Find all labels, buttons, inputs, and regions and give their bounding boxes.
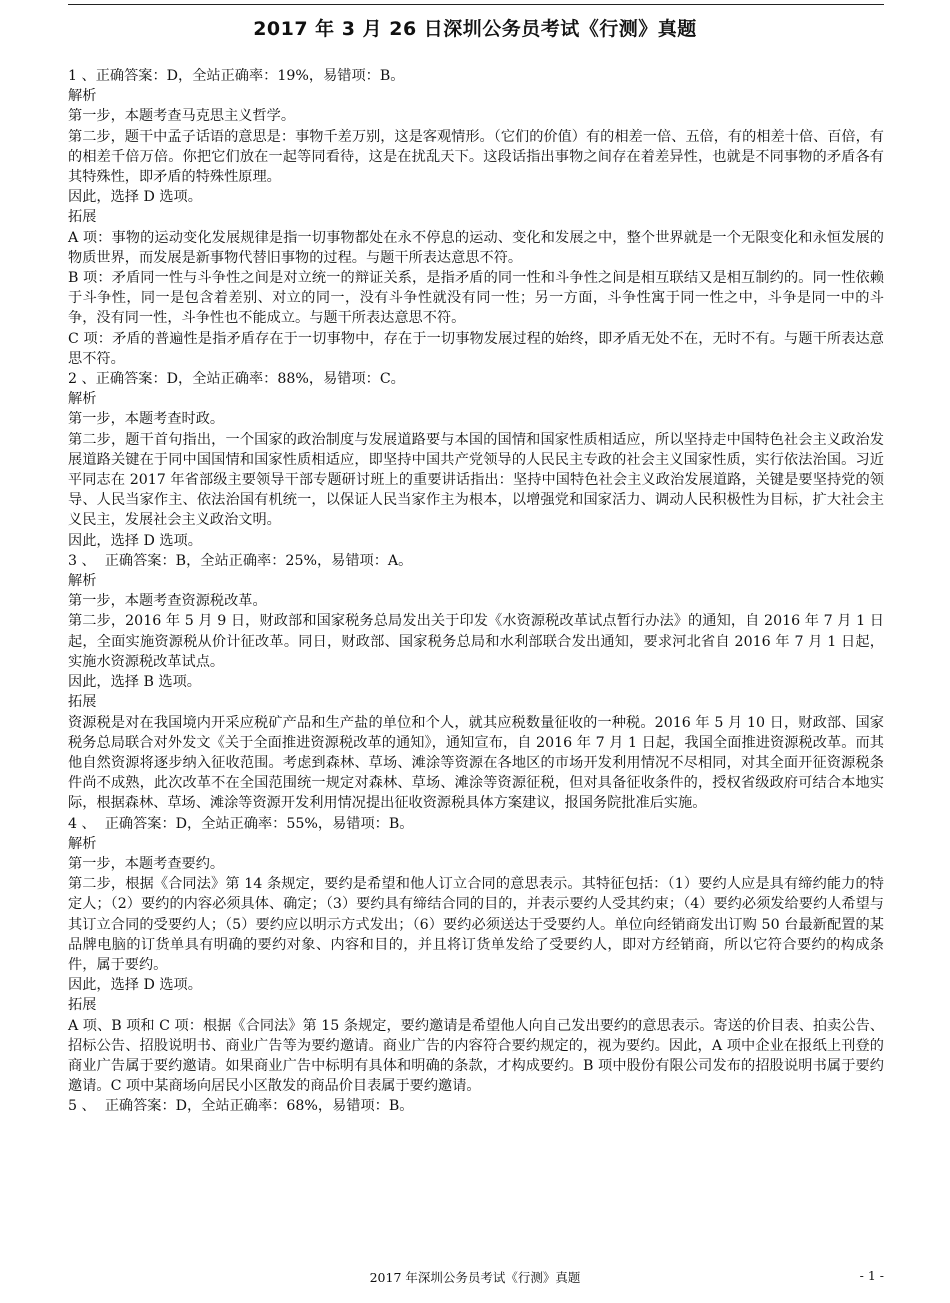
paragraph: 第二步，根据《合同法》第 14 条规定，要约是希望和他人订立合同的意思表示。其特征包括：（1）要约人应是具有缔约能力的特定人；（2）要约的内容必须具体、确定；（3）要约具有缔结合同的目的，并表示要约人受其约束；（4）要约必须发给要约人希望与其订立合同的受要约人；（5）要约应以明示方式发出；（6）要约必须送达于受要约人。单位向经销商发出订购 50 台最新配置的某品牌电脑的订货单具有明确的要约对象、内容和目的，并且将订货单发给了受要约人，即对方经销商，所以它符合要约的构成条件，属于要约。: [68, 876, 884, 973]
paragraph: 第一步，本题考查时政。: [68, 411, 225, 428]
paragraph: 第一步，本题考查资源税改革。: [68, 593, 267, 610]
paragraph: 因此，选择 D 选项。: [68, 977, 202, 994]
paragraph: A 项：事物的运动变化发展规律是指一切事物都处在永不停息的运动、变化和发展之中，整个世界就是一个无限变化和永恒发展的物质世界，而发展是新事物代替旧事物的过程。与题干所表达意思不符。: [68, 229, 884, 266]
section-heading-extension: 拓展: [68, 694, 97, 711]
section-heading-analysis: 解析: [68, 573, 97, 590]
document-body: [68, 66, 884, 1117]
paragraph: 资源税是对在我国境内开采应税矿产品和生产盐的单位和个人，就其应税数量征收的一种税。2016 年 5 月 10 日，财政部、国家税务总局联合对外发文《关于全面推进资源税改革的通知》，通知宣布，自 2016 年 7 月 1 日起，我国全面推进资源税改革。而其他自然资源将逐步纳入征收范围。考虑到森林、草场、滩涂等资源在各地区的市场开发利用情况不尽相同，对其全面开征资源税条件尚不成熟，此次改革不在全国范围统一规定对森林、草场、滩涂等资源征税，但对具备征收条件的，授权省级政府可结合本地实际，根据森林、草场、滩涂等资源开发利用情况提出征收资源税具体方案建议，报国务院批准后实施。: [68, 714, 884, 812]
paragraph: 第二步，2016 年 5 月 9 日，财政部和国家税务总局发出关于印发《水资源税改革试点暂行办法》的通知，自 2016 年 7 月 1 日起，全面实施资源税从价计征改革。同日，财政部、国家税务总局和水利部联合发出通知，要求河北省自 2016 年 7 月 1 日起，实施水资源税改革试点。: [68, 613, 884, 670]
header-rule: [68, 4, 884, 5]
paragraph: 因此，选择 D 选项。: [68, 189, 202, 206]
answer-line-1: 1 、正确答案：D，全站正确率：19%，易错项：B。: [68, 68, 405, 84]
paragraph: 第一步，本题考查马克思主义哲学。: [68, 108, 296, 125]
paragraph: A 项、B 项和 C 项：根据《合同法》第 15 条规定，要约邀请是希望他人向自己发出要约的意思表示。寄送的价目表、拍卖公告、招标公告、招股说明书、商业广告等为要约邀请。商业广告的内容符合要约规定的，视为要约。因此，A 项中企业在报纸上刊登的商业广告属于要约邀请。如果商业广告中标明有具体和明确的条款，才构成要约。B 项中股份有限公司发布的招股说明书属于要约邀请。C 项中某商场向居民小区散发的商品价目表属于要约邀请。: [68, 1017, 884, 1095]
section-heading-extension: 拓展: [68, 209, 97, 226]
paragraph: 第二步，题干中孟子话语的意思是：事物千差万别，这是客观情形。（它们的价值）有的相差一倍、五倍，有的相差十倍、百倍，有的相差千倍万倍。你把它们放在一起等同看待，这是在扰乱天下。这段话指出事物之间存在着差异性，也就是不同事物的矛盾各有其特殊性，即矛盾的特殊性原理。: [68, 128, 884, 186]
page-number: - 1 -: [859, 1268, 884, 1283]
section-heading-extension: 拓展: [68, 997, 97, 1014]
page-title: 2017 年 3 月 26 日深圳公务员考试《行测》真题: [253, 18, 697, 40]
footer-title: 2017 年深圳公务员考试《行测》真题: [369, 1270, 581, 1285]
answer-line-5: 5 、 正确答案：D，全站正确率：68%，易错项：B。: [68, 1098, 414, 1115]
paragraph: 因此，选择 D 选项。: [68, 532, 202, 549]
answer-line-2: 2 、正确答案：D，全站正确率：88%，易错项：C。: [68, 371, 405, 388]
paragraph: 第二步，题干首句指出，一个国家的政治制度与发展道路要与本国的国情和国家性质相适应，所以坚持走中国特色社会主义政治发展道路关键在于同中国国情和国家性质相适应，即坚持中国共产党领导的人民民主专政的社会主义国家性质，实行依法治国。习近平同志在 2017 年省部级主要领导干部专题研讨班上的重要讲话指出：坚持中国特色社会主义政治发展道路，关键是要坚持党的领导、人民当家作主、依法治国有机统一，以保证人民当家作主为根本，以增强党和国家活力、调动人民积极性为目标，扩大社会主义民主，发展社会主义政治文明。: [68, 431, 884, 529]
answer-line-4: 4 、 正确答案：D，全站正确率：55%，易错项：B。: [68, 815, 414, 832]
paragraph: 第一步，本题考查要约。: [68, 855, 225, 872]
section-heading-analysis: 解析: [68, 88, 97, 105]
paragraph: C 项：矛盾的普遍性是指矛盾存在于一切事物中，存在于一切事物发展过程的始终，即矛盾无处不在，无时不有。与题干所表达意思不符。: [68, 330, 884, 367]
paragraph: 因此，选择 B 选项。: [68, 674, 201, 691]
answer-line-3: 3 、 正确答案：B，全站正确率：25%，易错项：A。: [68, 552, 413, 569]
section-heading-analysis: 解析: [68, 391, 97, 408]
section-heading-analysis: 解析: [68, 835, 97, 852]
paragraph: B 项：矛盾同一性与斗争性之间是对立统一的辩证关系，是指矛盾的同一性和斗争性之间是相互联结又是相互制约的。同一性依赖于斗争性，同一是包含着差别、对立的同一，没有斗争性就没有同一性；另一方面，斗争性寓于同一性之中，斗争是同一中的斗争，没有同一性，斗争性也不能成立。与题干所表达意思不符。: [68, 270, 884, 327]
